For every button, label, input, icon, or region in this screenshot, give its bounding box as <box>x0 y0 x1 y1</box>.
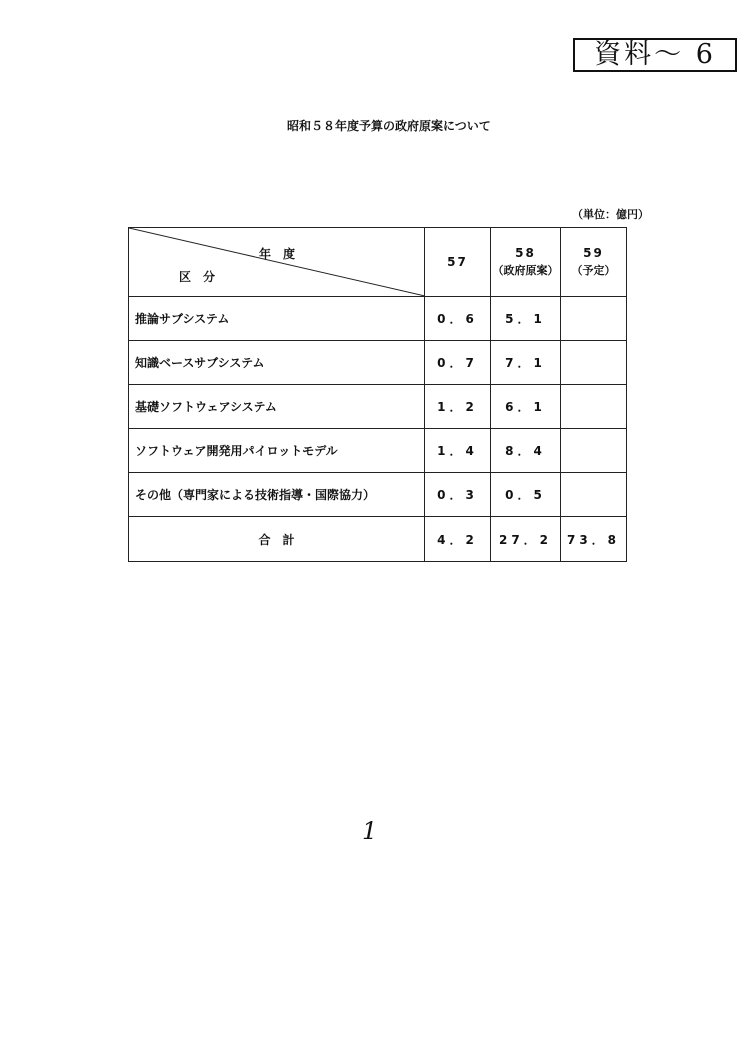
cell-59 <box>561 385 627 429</box>
header-col-58 <box>491 228 561 297</box>
budget-table <box>128 227 627 562</box>
cell-59 <box>561 429 627 473</box>
cell-58: 7．1 <box>491 341 561 385</box>
document-tag: 資料～ 6 <box>573 38 737 72</box>
row-label: 知識ベースサブシステム <box>129 341 425 385</box>
header-sub-59: （予定） <box>571 264 616 277</box>
row-label: ソフトウェア開発用パイロットモデル <box>129 429 425 473</box>
total-57: 4．2 <box>425 517 491 562</box>
header-col-57 <box>425 228 491 297</box>
table-total-row <box>129 517 627 562</box>
table-row <box>129 385 627 429</box>
cell-58: 8．4 <box>491 429 561 473</box>
document-title: 昭和５８年度予算の政府原案について <box>287 119 491 133</box>
cell-59 <box>561 341 627 385</box>
table-row <box>129 341 627 385</box>
total-59: 73．8 <box>561 517 627 562</box>
unit-note: （単位：億円） <box>572 208 649 221</box>
header-year-57: 57 <box>447 255 468 269</box>
cell-58: 5．1 <box>491 297 561 341</box>
cell-57: 0．3 <box>425 473 491 517</box>
page-number: 1 <box>362 817 378 845</box>
header-corner-cell <box>129 228 425 297</box>
table-row <box>129 429 627 473</box>
row-label: 基礎ソフトウェアシステム <box>129 385 425 429</box>
diagonal-divider <box>129 228 425 296</box>
header-year-59: 59 <box>583 246 604 260</box>
row-label: その他（専門家による技術指導・国際協力） <box>129 473 425 517</box>
table-header-row <box>129 228 627 297</box>
table-row <box>129 297 627 341</box>
cell-57: 1．4 <box>425 429 491 473</box>
cell-58: 0．5 <box>491 473 561 517</box>
header-sub-58: （政府原案） <box>492 264 559 277</box>
header-year-58: 58 <box>515 246 536 260</box>
header-year-label: 年 度 <box>259 247 296 261</box>
cell-59 <box>561 473 627 517</box>
cell-59 <box>561 297 627 341</box>
cell-57: 1．2 <box>425 385 491 429</box>
header-category-label: 区 分 <box>179 270 216 284</box>
total-label: 合 計 <box>129 517 425 562</box>
table-row <box>129 473 627 517</box>
cell-57: 0．7 <box>425 341 491 385</box>
header-col-59 <box>561 228 627 297</box>
cell-57: 0．6 <box>425 297 491 341</box>
row-label: 推論サブシステム <box>129 297 425 341</box>
cell-58: 6．1 <box>491 385 561 429</box>
total-58: 27．2 <box>491 517 561 562</box>
